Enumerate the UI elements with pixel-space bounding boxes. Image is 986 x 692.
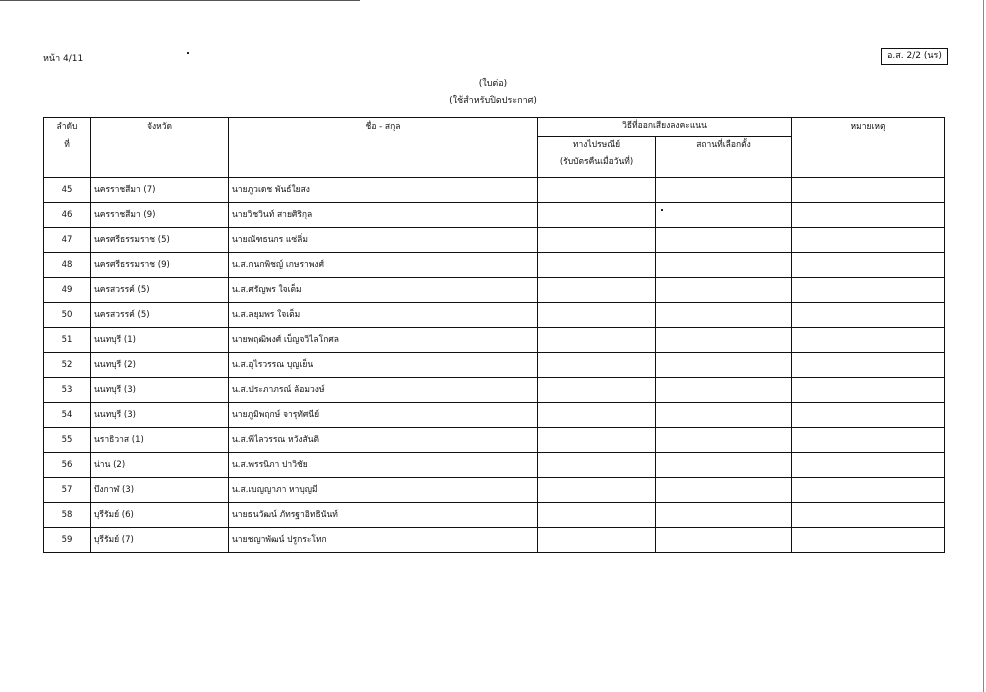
row-method-station xyxy=(656,178,792,203)
table-row xyxy=(44,403,945,428)
usage-caption: (ใช้สำหรับปิดประกาศ) xyxy=(449,96,537,106)
row-province: นนทบุรี (3) xyxy=(91,403,229,428)
row-number: 57 xyxy=(44,478,91,503)
row-remarks xyxy=(792,453,945,478)
header-method-post xyxy=(538,137,656,178)
row-province: นครศรีธรรมราช (9) xyxy=(91,253,229,278)
row-method-station xyxy=(656,228,792,253)
row-province: นครสวรรค์ (5) xyxy=(91,303,229,328)
row-method-station xyxy=(656,278,792,303)
row-number: 59 xyxy=(44,528,91,553)
table-row xyxy=(44,353,945,378)
table-row xyxy=(44,453,945,478)
table-row xyxy=(44,528,945,553)
row-method-station xyxy=(656,203,792,228)
row-remarks xyxy=(792,353,945,378)
top-edge-rule xyxy=(0,0,360,1)
row-province: นครราชสีมา (9) xyxy=(91,203,229,228)
scan-speck xyxy=(187,52,189,54)
row-number: 51 xyxy=(44,328,91,353)
form-code-box: อ.ส. 2/2 (นร) xyxy=(881,48,948,65)
row-province: นนทบุรี (3) xyxy=(91,378,229,403)
row-remarks xyxy=(792,403,945,428)
row-method-station xyxy=(656,378,792,403)
row-province: นครราชสีมา (7) xyxy=(91,178,229,203)
row-name: น.ส.พิไลวรรณ หวังสันติ xyxy=(229,428,538,453)
row-name: นายวิชวินท์ สายศิริกุล xyxy=(229,203,538,228)
row-method-station xyxy=(656,503,792,528)
table-row xyxy=(44,328,945,353)
row-remarks xyxy=(792,478,945,503)
row-remarks xyxy=(792,228,945,253)
row-remarks xyxy=(792,428,945,453)
row-remarks xyxy=(792,203,945,228)
row-number: 49 xyxy=(44,278,91,303)
header-method-station: สถานที่เลือกตั้ง xyxy=(656,137,792,178)
header-province: จังหวัด xyxy=(91,118,229,178)
row-method-station xyxy=(656,303,792,328)
row-name: นายภูมิพฤกษ์ จารุทัศนีย์ xyxy=(229,403,538,428)
page-number: หน้า 4/11 xyxy=(43,54,84,64)
row-name: น.ส.ศรัญพร ใจเต็ม xyxy=(229,278,538,303)
row-method-station xyxy=(656,328,792,353)
row-method-post xyxy=(538,203,656,228)
table-row xyxy=(44,253,945,278)
table-row xyxy=(44,278,945,303)
row-number: 58 xyxy=(44,503,91,528)
row-province: บึงกาฬ (3) xyxy=(91,478,229,503)
header-no-line1: ลำดับ xyxy=(56,122,78,132)
row-name: น.ส.พรรนิภา ปาวิชัย xyxy=(229,453,538,478)
row-number: 54 xyxy=(44,403,91,428)
row-method-station xyxy=(656,428,792,453)
row-number: 50 xyxy=(44,303,91,328)
row-province: นครสวรรค์ (5) xyxy=(91,278,229,303)
row-method-post xyxy=(538,503,656,528)
row-method-post xyxy=(538,428,656,453)
row-method-station xyxy=(656,403,792,428)
row-remarks xyxy=(792,503,945,528)
header-method-post-line2: (รับบัตรคืนเมื่อวันที่) xyxy=(559,157,634,167)
row-province: บุรีรัมย์ (6) xyxy=(91,503,229,528)
row-province: นครศรีธรรมราช (5) xyxy=(91,228,229,253)
row-remarks xyxy=(792,528,945,553)
row-remarks xyxy=(792,378,945,403)
row-method-post xyxy=(538,278,656,303)
row-number: 52 xyxy=(44,353,91,378)
table-row xyxy=(44,428,945,453)
row-remarks xyxy=(792,178,945,203)
row-number: 46 xyxy=(44,203,91,228)
row-remarks xyxy=(792,278,945,303)
row-remarks xyxy=(792,328,945,353)
row-method-post xyxy=(538,528,656,553)
row-province: บุรีรัมย์ (7) xyxy=(91,528,229,553)
header-method: วิธีที่ออกเสียงลงคะแนน xyxy=(538,118,792,137)
row-number: 56 xyxy=(44,453,91,478)
row-name: นายพฤฒิพงศ์ เบ็ญจวิไลโกศล xyxy=(229,328,538,353)
row-number: 53 xyxy=(44,378,91,403)
row-number: 47 xyxy=(44,228,91,253)
row-method-post xyxy=(538,178,656,203)
row-number: 55 xyxy=(44,428,91,453)
table-row xyxy=(44,503,945,528)
row-method-station xyxy=(656,253,792,278)
stray-mark xyxy=(661,209,663,211)
roster-body xyxy=(44,178,945,553)
header-no xyxy=(44,118,91,178)
header-no-line2: ที่ xyxy=(64,140,70,150)
table-row xyxy=(44,378,945,403)
row-name: นายธนวัฒน์ ภัทรฐาอิทธินันท์ xyxy=(229,503,538,528)
row-name: น.ส.เบญญาภา หาบุญมี xyxy=(229,478,538,503)
voter-roster-table xyxy=(43,117,945,553)
row-method-post xyxy=(538,328,656,353)
row-method-station xyxy=(656,453,792,478)
header-name: ชื่อ - สกุล xyxy=(229,118,538,178)
row-method-post xyxy=(538,353,656,378)
row-remarks xyxy=(792,303,945,328)
row-number: 48 xyxy=(44,253,91,278)
row-method-post xyxy=(538,453,656,478)
row-name: น.ส.อุไรวรรณ บุญเย็น xyxy=(229,353,538,378)
row-province: นนทบุรี (2) xyxy=(91,353,229,378)
row-name: น.ส.ประภาภรณ์ ล้อมวงษ์ xyxy=(229,378,538,403)
table-row xyxy=(44,178,945,203)
row-name: น.ส.กนกพิชญ์ เกษราพงศ์ xyxy=(229,253,538,278)
continued-caption: (ใบต่อ) xyxy=(478,79,508,89)
table-row xyxy=(44,478,945,503)
row-method-post xyxy=(538,478,656,503)
row-method-station xyxy=(656,478,792,503)
row-method-post xyxy=(538,378,656,403)
row-method-station xyxy=(656,353,792,378)
row-number: 45 xyxy=(44,178,91,203)
table-row xyxy=(44,203,945,228)
header-method-post-line1: ทางไปรษณีย์ xyxy=(572,140,621,150)
row-method-post xyxy=(538,228,656,253)
row-remarks xyxy=(792,253,945,278)
row-province: นราธิวาส (1) xyxy=(91,428,229,453)
row-name: นายภูวเดช พันธ์ใยสง xyxy=(229,178,538,203)
row-name: นายณัฑธนกร แซ่ลิ่ม xyxy=(229,228,538,253)
row-province: น่าน (2) xyxy=(91,453,229,478)
table-row xyxy=(44,303,945,328)
table-row xyxy=(44,228,945,253)
row-province: นนทบุรี (1) xyxy=(91,328,229,353)
header-remarks: หมายเหตุ xyxy=(792,118,945,178)
row-method-post xyxy=(538,403,656,428)
row-name: น.ส.ลยุมพร ใจเต็ม xyxy=(229,303,538,328)
row-method-station xyxy=(656,528,792,553)
row-method-post xyxy=(538,253,656,278)
row-name: นายชญาพัฒน์ ปรูกระโทก xyxy=(229,528,538,553)
row-method-post xyxy=(538,303,656,328)
